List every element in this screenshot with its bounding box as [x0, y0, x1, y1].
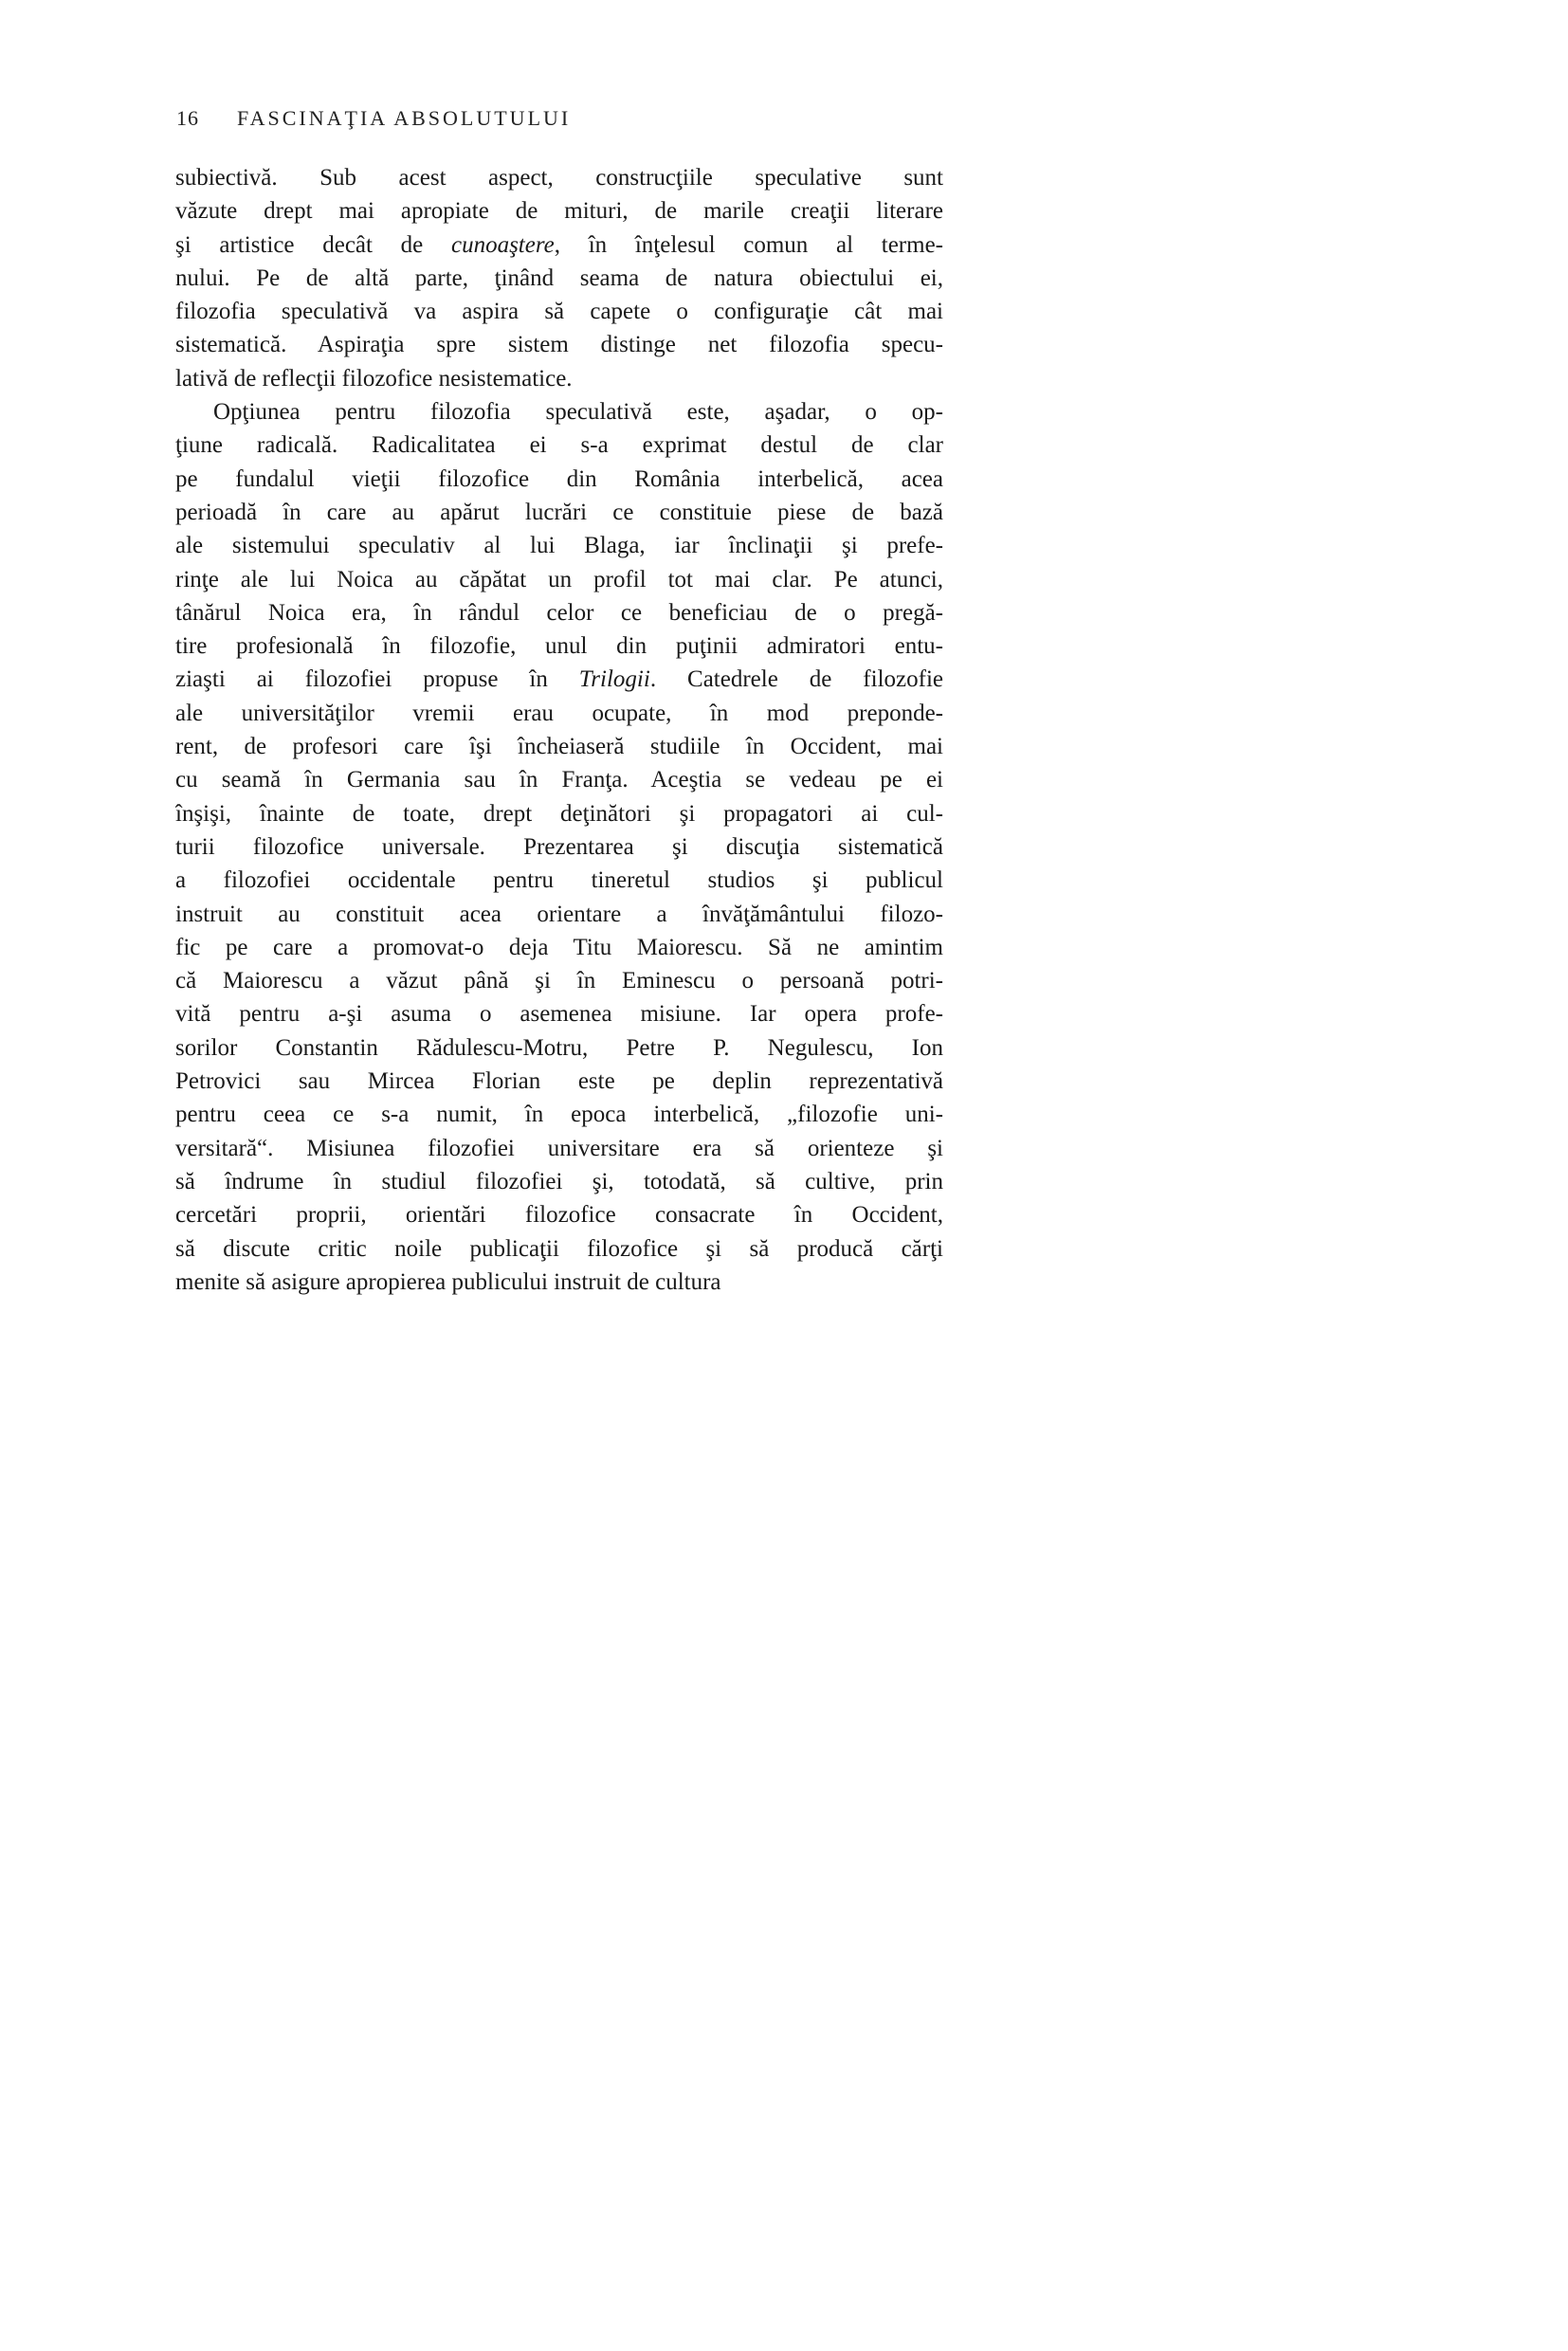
text-segment: fic pe care a promovat-o deja Titu Maiorescu. Să ne amintim: [175, 934, 943, 960]
text-segment: Opţiunea pentru filozofia speculativă este, aşadar, o op-: [213, 399, 943, 426]
text-line: [175, 1065, 943, 1098]
text-segment: ţiune radicală. Radicalitatea ei s-a exprimat destul de clar: [175, 432, 943, 459]
text-segment: , în înţelesul comun al terme-: [554, 231, 943, 258]
italic-text-segment: cunoaştere: [450, 231, 555, 258]
text-segment: lativă de reflecţii filozofice nesistematice.: [175, 365, 573, 392]
text-segment: că Maiorescu a văzut până şi în Eminescu o persoană potri-: [175, 968, 943, 994]
text-line: [175, 563, 943, 596]
text-block: [175, 161, 943, 1299]
text-segment: rinţe ale lui Noica au căpătat un profil tot mai clar. Pe atunci,: [175, 566, 943, 592]
text-segment: pentru ceea ce s-a numit, în epoca interbelică, „filozofie uni-: [175, 1102, 943, 1128]
text-line: [175, 428, 943, 462]
text-segment: tire profesională în filozofie, unul din puţinii admiratori entu-: [175, 633, 943, 660]
text-segment: şi artistice decât de: [175, 231, 451, 258]
text-segment: înşişi, înainte de toate, drept deţinători şi propagatori ai cul-: [175, 800, 943, 827]
text-segment: tânărul Noica era, în rândul celor ce beneficiau de o pregă-: [175, 599, 943, 626]
text-line: [175, 697, 943, 730]
text-segment: ale sistemului speculativ al lui Blaga, iar înclinaţii şi prefe-: [175, 533, 943, 559]
text-line: [175, 629, 943, 663]
text-segment: ale universităţilor vremii erau ocupate, în mod preponde-: [175, 700, 943, 726]
text-line: [175, 663, 943, 696]
text-line: [175, 864, 943, 897]
text-segment: subiectivă. Sub acest aspect, construcţiile speculative sunt: [175, 165, 943, 191]
text-line: [175, 328, 943, 361]
text-segment: sistematică. Aspiraţia spre sistem distinge net filozofia specu-: [175, 332, 943, 358]
text-line: [175, 362, 943, 395]
text-line: [175, 898, 943, 931]
text-segment: nului. Pe de altă parte, ţinând seama de natura obiectului ei,: [175, 264, 943, 291]
text-segment: rent, de profesori care îşi încheiaseră studiile în Occident, mai: [175, 734, 943, 760]
text-line: [175, 463, 943, 496]
text-segment: să îndrume în studiul filozofiei şi, totodată, să cultive, prin: [175, 1168, 943, 1194]
text-line: [175, 194, 943, 228]
text-segment: pe fundalul vieţii filozofice din România interbelică, acea: [175, 465, 943, 492]
text-line: [175, 830, 943, 864]
text-line: [175, 262, 943, 295]
text-line: [175, 1165, 943, 1198]
text-segment: filozofia speculativă va aspira să capete o configuraţie cât mai: [175, 299, 943, 325]
text-line: [175, 1132, 943, 1165]
text-segment: perioadă în care au apărut lucrări ce constituie piese de bază: [175, 499, 943, 525]
text-segment: . Catedrele de filozofie: [649, 666, 943, 693]
text-segment: sorilor Constantin Rădulescu-Motru, Petre P. Negulescu, Ion: [175, 1034, 943, 1061]
page-header: [176, 106, 571, 131]
text-line: [175, 730, 943, 763]
text-segment: să discute critic noile publicaţii filozofice şi să producă cărţi: [175, 1235, 943, 1262]
text-line: [175, 1098, 943, 1131]
italic-text-segment: Trilogii: [578, 666, 650, 693]
text-line: [175, 529, 943, 562]
text-segment: Petrovici sau Mircea Florian este pe deplin reprezentativă: [175, 1068, 943, 1095]
text-segment: turii filozofice universale. Prezentarea şi discuţia sistematică: [175, 833, 943, 860]
text-line: [175, 763, 943, 796]
text-segment: ziaşti ai filozofiei propuse în: [175, 666, 579, 693]
text-segment: instruit au constituit acea orientare a învăţământului filozo-: [175, 901, 943, 927]
text-line: [175, 1198, 943, 1231]
text-line: [175, 964, 943, 997]
text-line: [175, 797, 943, 830]
text-segment: versitară“. Misiunea filozofiei universitare era să orienteze şi: [175, 1135, 943, 1161]
text-line: [175, 596, 943, 629]
text-line: [175, 395, 943, 428]
text-line: [175, 1031, 943, 1065]
text-line: [175, 1232, 943, 1266]
text-line: [175, 228, 943, 262]
page-number: 16: [176, 106, 199, 130]
text-line: [175, 1266, 943, 1299]
text-line: [175, 161, 943, 194]
text-line: [175, 997, 943, 1030]
text-line: [175, 931, 943, 964]
text-segment: a filozofiei occidentale pentru tineretul studios şi publicul: [175, 867, 943, 894]
text-segment: menite să asigure apropierea publicului instruit de cultura: [175, 1268, 721, 1295]
text-segment: vită pentru a-şi asuma o asemenea misiune. Iar opera profe-: [175, 1001, 943, 1028]
text-segment: cercetări proprii, orientări filozofice consacrate în Occident,: [175, 1202, 943, 1229]
text-segment: văzute drept mai apropiate de mituri, de marile creaţii literare: [175, 198, 943, 225]
running-head: FASCINAŢIA ABSOLUTULUI: [237, 106, 572, 130]
text-segment: cu seamă în Germania sau în Franţa. Aceştia se vedeau pe ei: [175, 767, 943, 793]
text-line: [175, 295, 943, 328]
text-line: [175, 496, 943, 529]
